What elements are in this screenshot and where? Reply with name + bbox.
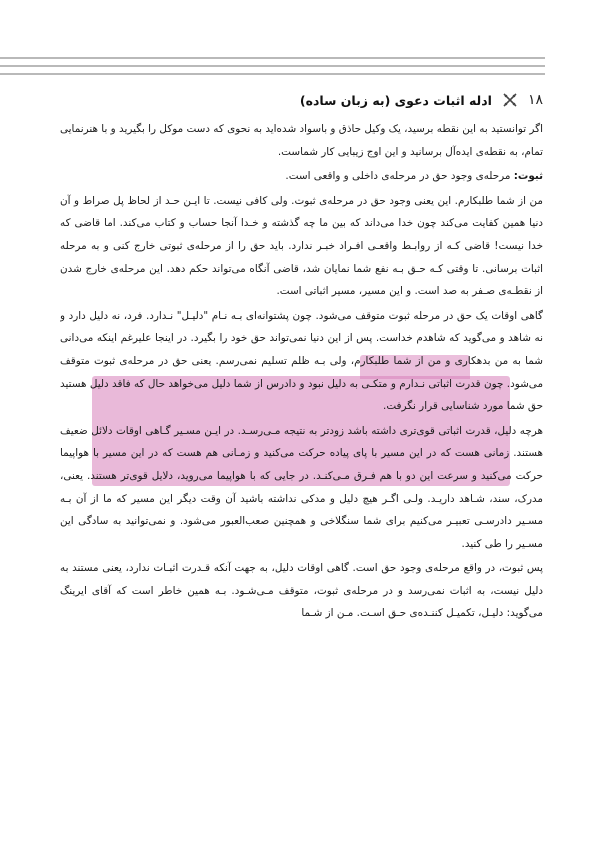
text-line: به صد است. و این مسیر، مسیر اثباتی است.	[276, 285, 469, 298]
text-line: هرچه دلیل، قدرت اثباتی قوی‌تری داشته باشد زودتر به نتیجه مـی‌رسـد. در ایـن مسـیر گـاهی	[141, 424, 543, 437]
text-line: لحاظ پل صراط و آن دنیا همین کفایت می‌کند چون خدا می‌داند که بین ما چه گذشته و خـدا	[60, 194, 543, 230]
paragraph	[60, 190, 543, 303]
text-line: اوقات دلائل ضعیف هستند. زمانی هست که در این مسیر با پای پیاده حرکت می‌کنید و زمـانی	[60, 424, 543, 460]
text-line: به دلیل نبود و دادرس از شما دلیل می‌خواهد حال که فاقد دلیل هستید حق شما مورد شناسایی	[60, 377, 543, 413]
text-line: گاهی اوقات یک حق در مرحله ثبوت متوقف می‌شود. چون پشتوانه‌ای بـه نـام "دلیـل" نـدارد.	[142, 309, 543, 322]
crossed-feathers-icon	[502, 92, 518, 108]
paragraph	[60, 165, 543, 188]
text-line: ندارد. باید حق را از مرحله‌ی ثبوتی خارج کنی و به مرحله اثبات برسانی. تا وقتی کـه حـق بـه	[60, 239, 543, 275]
header-rule-bottom	[0, 73, 545, 75]
text-line: را طی کنید.	[461, 537, 513, 550]
text-line: ندارد، یعنی مستند به دلیل نیست، به اثبات نمی‌رسد و در مرحله‌ی ثبوت، متوقف مـی‌شـود. بـه	[60, 562, 543, 597]
text-line: پس ثبوت، در واقع مرحله‌ی وجود حق است. گاهی اوقات دلیل، به جهت آنکه قـدرت اثبـات	[149, 562, 543, 575]
book-title: ادله اثبات دعوی (به زبان ساده)	[299, 92, 492, 108]
text-line: نفع شما نمایان شد، قاضی آنگاه می‌تواند حکم دهد. این مرحله‌ی خارج شدن از نقطـه‌ی صـفر	[60, 262, 543, 298]
header-rule-middle	[0, 65, 545, 67]
running-header	[60, 88, 543, 112]
text-line: قرار نگرفت.	[383, 400, 438, 413]
page-body	[60, 118, 543, 818]
header-rule-top	[0, 57, 545, 59]
text-line: اگر توانستید به این نقطه برسید، یک وکیل حاذق و باسواد شده‌اید به نحوی که دست موکل را	[144, 123, 543, 135]
term-label: ثبوت:	[513, 170, 543, 183]
text-line: مرحله‌ی وجود حق در مرحله‌ی داخلی و واقعی است.	[285, 170, 514, 183]
paragraph	[60, 305, 543, 418]
paragraph	[60, 420, 543, 556]
text-line: من از شما طلبکارم. این یعنی وجود حق در مرحله‌ی ثبوت. ولی کافی نیست. تا ایـن حـد از	[150, 194, 543, 207]
text-line: هم هست که در این مسیر با هواپیما حرکت می‌کنید و سرعت این دو با هم فـرق مـی‌کنـد. در	[60, 447, 543, 482]
text-line: بگیرید و با هنرنمایی تمام، به نقطه‌ی ایده‌آل برسانید و این اوج زیبایی کار شماست.	[60, 123, 543, 158]
text-line: فرد، نه دلیل دارد و نه شاهد و می‌گوید که شاهدم خداست. پس از این دنیا نمی‌تواند حق خود	[60, 309, 543, 345]
text-line: جایی که با هواپیما می‌روید، دلایل قوی‌تر هستند. یعنی، مدرک، سند، شـاهد داریـد. ولـی اگـر	[60, 469, 543, 505]
text-line: می‌کنیم برای شما سنگلاخی و همچنین صعب‌العبور می‌شود. و نمی‌توانید به سادگی این مسـیر	[60, 515, 543, 550]
text-line: هیچ دلیل و مدکی نداشته باشید آن وقت دیگر این مسیر که ما از آن بـه مسـیر دادرسـی تعبیـر	[60, 492, 543, 528]
text-line: آنجا حساب و کتاب می‌کند. اما قاضی که خدا نیست! قاضی کـه از روابـط واقعـی افـراد خبـر	[60, 217, 543, 252]
page-number: ۱۸	[527, 92, 543, 108]
paragraph	[60, 118, 543, 163]
text-line: ظلم تسلیم نمی‌رسم. یعنی حق در مرحله‌ی ثبوت متوقف می‌شود. چون قدرت اثباتی نـدارم و متکـی	[60, 354, 543, 390]
text-line: را بگیرد. در اینجا علیرغم اینکه می‌دانی شما به من بدهکاری و من از شما طلبکارم، ولی بـه	[60, 332, 543, 367]
paragraph	[60, 557, 543, 625]
text-line: همین خاطر است که آقای ایرینگ می‌گوید: دلیـل، تکمیـل کننـده‌ی حـق اسـت. مـن از شـما	[60, 584, 543, 620]
